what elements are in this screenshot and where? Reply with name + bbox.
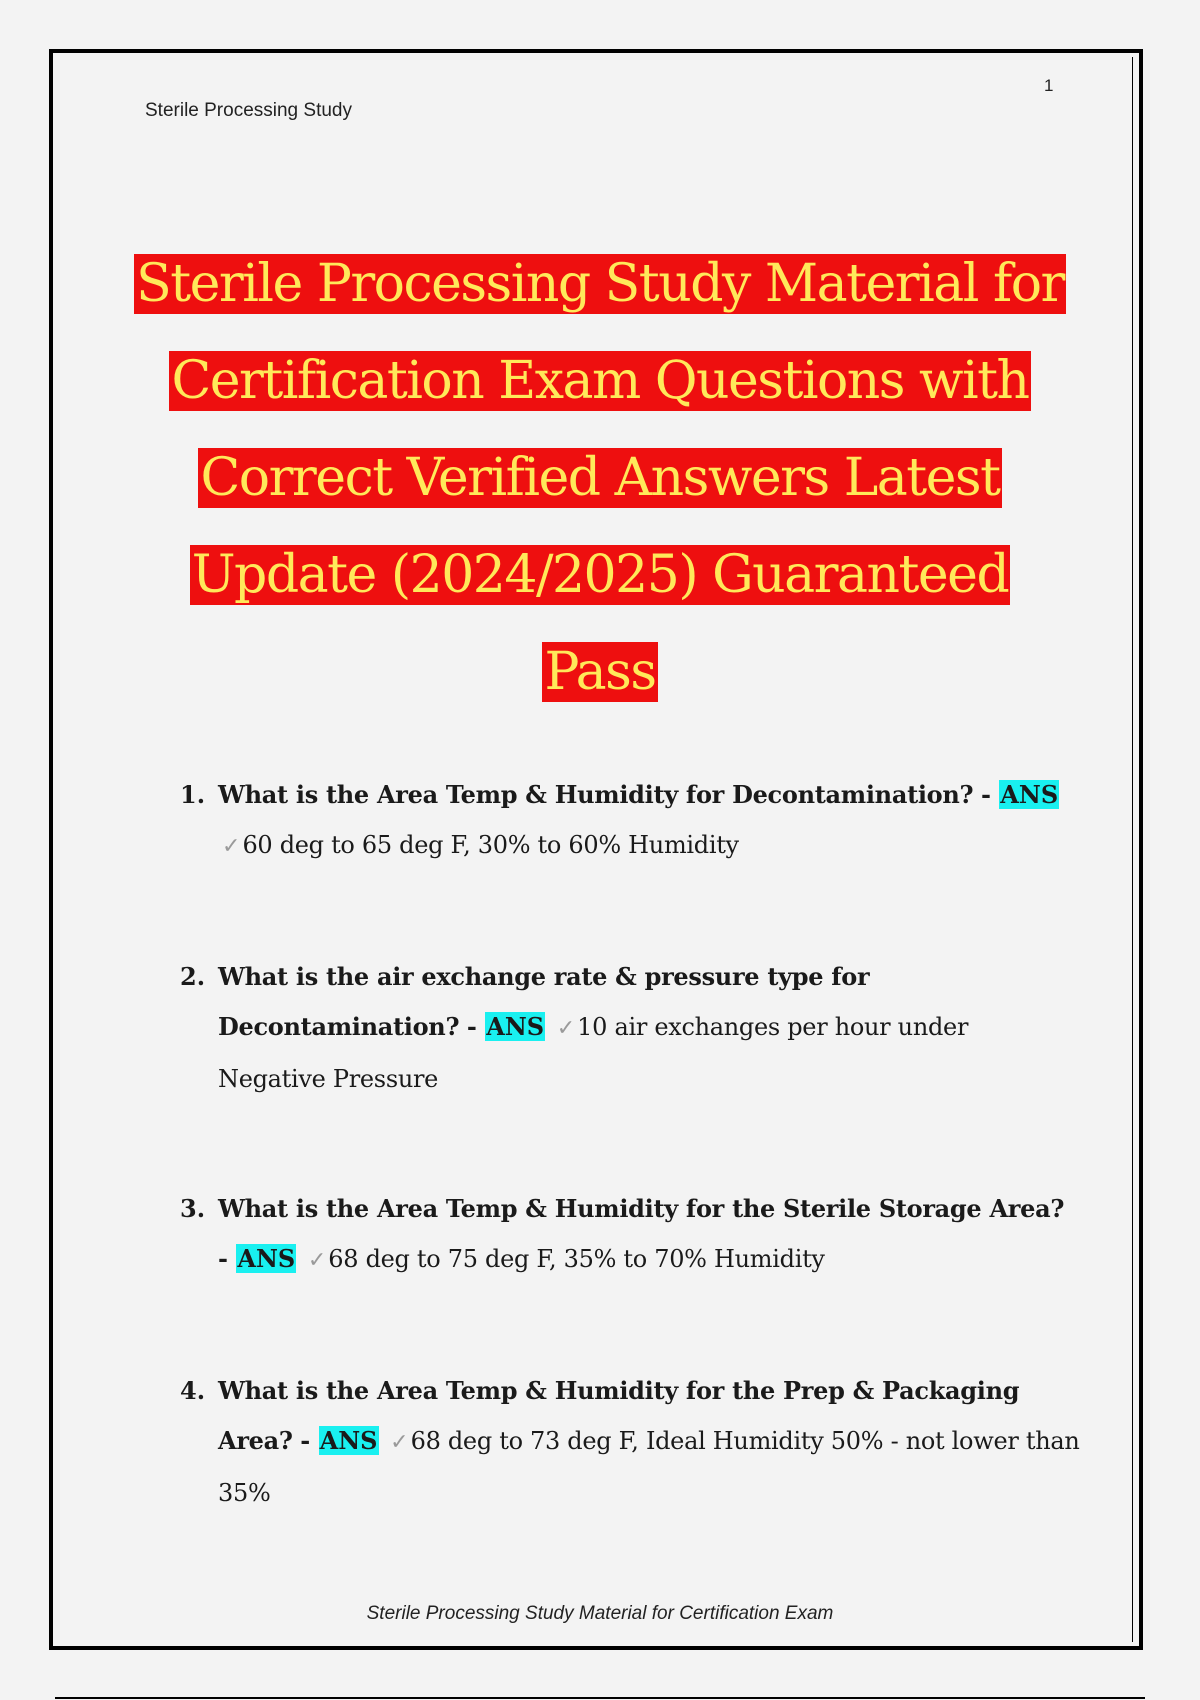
title-line-text: Certification Exam Questions with	[171, 351, 1029, 411]
title-line	[120, 527, 1080, 624]
question-text: What is the Area Temp & Humidity for Decontamination?	[218, 780, 974, 809]
question-number: 3.	[180, 1194, 206, 1223]
checkmark-icon: ✓	[390, 1430, 409, 1455]
bottom-rule	[55, 1697, 1145, 1699]
answer-text: 60 deg to 65 deg F, 30% to 60% Humidity	[242, 831, 739, 859]
answer-text: 10 air exchanges per hour under Negative Pressure	[218, 1013, 969, 1093]
title-line	[120, 430, 1080, 527]
title-line	[120, 624, 1080, 721]
question-text: What is the Area Temp & Humidity for the Sterile Storage Area?	[218, 1194, 1065, 1223]
question-text: What is the Area Temp & Humidity for the Prep & Packaging Area?	[218, 1376, 1020, 1455]
running-footer: Sterile Processing Study Material for Certification Exam	[366, 1603, 834, 1624]
checkmark-icon: ✓	[307, 1248, 327, 1273]
running-header: Sterile Processing Study	[145, 100, 352, 121]
question-separator: -	[466, 1012, 486, 1041]
title-line-text: Correct Verified Answers Latest	[200, 448, 1000, 508]
title-line-text: Pass	[544, 642, 656, 702]
question-item	[180, 1366, 1080, 1518]
question-list	[180, 770, 1080, 1518]
ans-label: ANS	[486, 1012, 545, 1041]
question-item	[180, 770, 1080, 872]
question-number: 2.	[180, 962, 206, 991]
page-border-inner-line	[1132, 57, 1133, 1642]
question-item	[180, 952, 1080, 1104]
ans-label: ANS	[237, 1244, 296, 1273]
title-line-text: Update (2024/2025) Guaranteed	[191, 545, 1009, 605]
question-item	[180, 1184, 1080, 1286]
title-line	[120, 236, 1080, 333]
question-separator: -	[218, 1244, 237, 1273]
question-number: 1.	[180, 780, 206, 809]
document-title	[120, 236, 1080, 721]
title-line	[120, 333, 1080, 430]
answer-text: 68 deg to 73 deg F, Ideal Humidity 50% - not lower than 35%	[218, 1427, 1080, 1507]
question-separator: -	[980, 780, 1000, 809]
title-line-text: Sterile Processing Study Material for	[136, 254, 1064, 314]
checkmark-icon: ✓	[222, 834, 241, 859]
checkmark-icon: ✓	[556, 1016, 576, 1041]
question-number: 4.	[180, 1376, 206, 1405]
ans-label: ANS	[1000, 780, 1059, 809]
page-number: 1	[1044, 76, 1054, 95]
question-separator: -	[300, 1426, 319, 1455]
ans-label: ANS	[319, 1426, 378, 1455]
question-text: What is the air exchange rate & pressure type for Decontamination?	[218, 962, 870, 1041]
answer-text: 68 deg to 75 deg F, 35% to 70% Humidity	[328, 1245, 825, 1273]
